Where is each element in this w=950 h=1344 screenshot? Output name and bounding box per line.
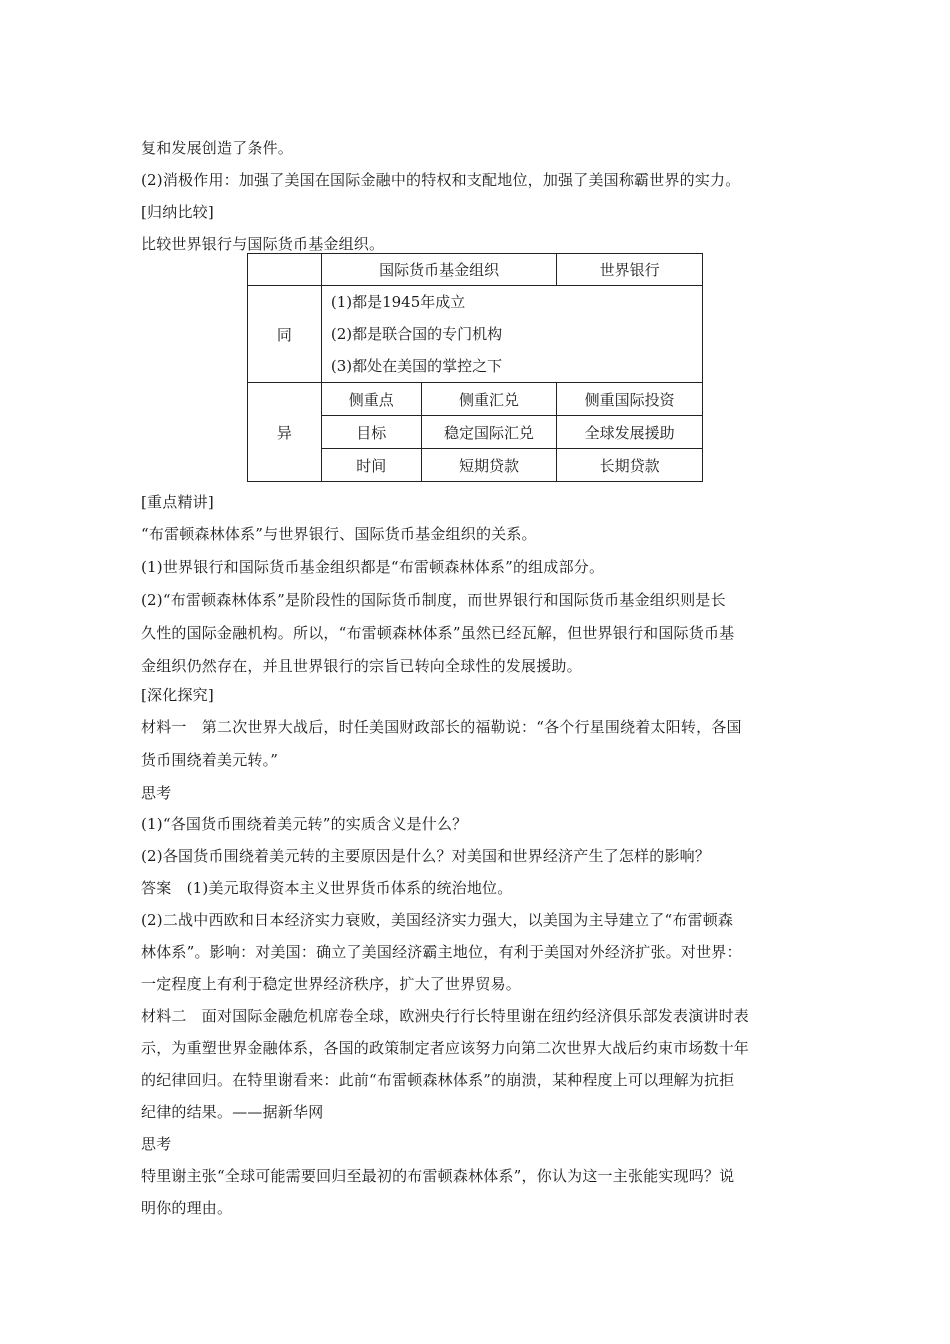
text-line: (2)“布雷顿森林体系”是阶段性的国际货币制度，而世界银行和国际货币基金组织则是长 <box>141 591 726 609</box>
table-cell: 短期贷款 <box>421 449 557 482</box>
table-cell: 长期贷款 <box>557 449 703 482</box>
table-header-cell: 世界银行 <box>557 254 703 286</box>
text-line: 纪律的结果。——据新华网 <box>141 1103 324 1121</box>
comparison-table <box>247 253 703 482</box>
section-heading: [重点精讲] <box>141 493 214 511</box>
table-header-cell: 国际货币基金组织 <box>321 254 556 286</box>
text-line: (2)二战中西欧和日本经济实力衰败，美国经济实力强大，以美国为主导建立了“布雷顿森 <box>141 911 734 929</box>
table-cell: 时间 <box>321 449 421 482</box>
section-heading: [归纳比较] <box>141 203 214 221</box>
text-line: 一定程度上有利于稳定世界经济秩序，扩大了世界贸易。 <box>141 975 522 993</box>
table-cell: 稳定国际汇兑 <box>421 416 557 449</box>
text-line: 货币围绕着美元转。” <box>141 751 279 769</box>
table-cell: 目标 <box>321 416 421 449</box>
text-line: (2)消极作用：加强了美国在国际金融中的特权和支配地位，加强了美国称霸世界的实力。 <box>141 171 741 189</box>
text-line: 特里谢主张“全球可能需要回归至最初的布雷顿森林体系”，你认为这一主张能实现吗？说 <box>141 1167 735 1185</box>
text-line: (1)“各国货币围绕着美元转”的实质含义是什么？ <box>141 815 468 833</box>
text-line: 复和发展创造了条件。 <box>141 139 294 157</box>
text-line: 思考 <box>141 1135 172 1153</box>
same-point: (1)都是1945年成立 <box>330 293 466 311</box>
same-point: (3)都处在美国的掌控之下 <box>330 357 503 375</box>
row-label-diff: 异 <box>248 383 322 482</box>
text-line: 材料二 面对国际金融危机席卷全球，欧洲央行行长特里谢在纽约经济俱乐部发表演讲时表 <box>141 1007 750 1025</box>
answer-line: 答案 (1)美元取得资本主义世界货币体系的统治地位。 <box>141 879 513 897</box>
table-cell: 侧重汇兑 <box>421 383 557 416</box>
same-point: (2)都是联合国的专门机构 <box>330 325 503 343</box>
row-label-same: 同 <box>248 286 322 383</box>
text-line: 思考 <box>141 784 172 802</box>
text-line: 的纪律回归。在特里谢看来：此前“布雷顿森林体系”的崩溃，某种程度上可以理解为抗拒 <box>141 1071 735 1089</box>
text-line: 林体系”。影响：对美国：确立了美国经济霸主地位，有利于美国对外经济扩张。对世界： <box>141 943 742 961</box>
text-line: 材料一 第二次世界大战后，时任美国财政部长的福勒说：“各个行星围绕着太阳转，各国 <box>141 718 742 736</box>
text-line: (2)各国货币围绕着美元转的主要原因是什么？对美国和世界经济产生了怎样的影响？ <box>141 847 711 865</box>
text-line: (1)世界银行和国际货币基金组织都是“布雷顿森林体系”的组成部分。 <box>141 558 605 576</box>
same-points-cell <box>321 286 702 383</box>
table-cell: 全球发展援助 <box>557 416 703 449</box>
text-line: 示，为重塑世界金融体系，各国的政策制定者应该努力向第二次世界大战后约束市场数十年 <box>141 1039 750 1057</box>
text-line: 明你的理由。 <box>141 1199 233 1217</box>
table-header-cell <box>248 254 322 286</box>
text-line: 比较世界银行与国际货币基金组织。 <box>141 235 385 253</box>
table-cell: 侧重点 <box>321 383 421 416</box>
table-cell: 侧重国际投资 <box>557 383 703 416</box>
text-line: “布雷顿森林体系”与世界银行、国际货币基金组织的关系。 <box>141 525 537 543</box>
section-heading: [深化探究] <box>141 686 214 704</box>
text-line: 金组织仍然存在，并且世界银行的宗旨已转向全球性的发展援助。 <box>141 657 582 675</box>
text-line: 久性的国际金融机构。所以，“布雷顿森林体系”虽然已经瓦解，但世界银行和国际货币基 <box>141 624 735 642</box>
